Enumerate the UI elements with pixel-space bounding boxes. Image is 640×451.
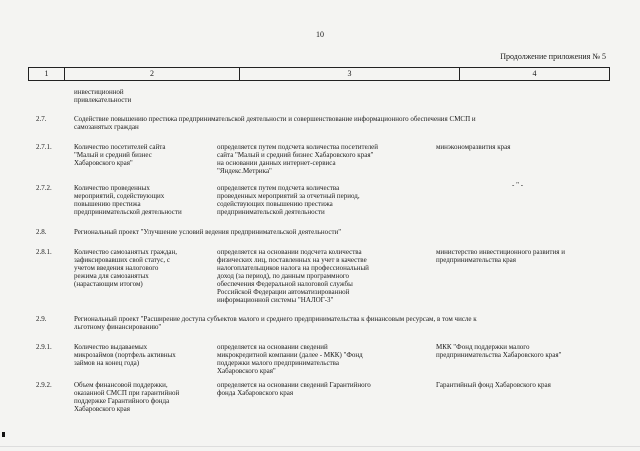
text-line: оказанной СМСП при гарантийной: [74, 389, 180, 397]
responsible-body: [436, 381, 611, 389]
continuation-label: Продолжение приложения № 5: [500, 52, 606, 61]
text-line: налогоплательщиков налога на профессиональный: [217, 264, 369, 272]
section-title: [74, 228, 614, 236]
text-line: Российской Федерации автоматизированной: [217, 288, 350, 296]
calculation-method: [217, 143, 432, 175]
text-line: Количество проведенных: [74, 184, 150, 192]
calculation-method: [217, 184, 432, 216]
top-fragment: [74, 88, 131, 104]
text-line: Хабаровского края: [74, 405, 130, 413]
text-line: на основании данных интернет-сервиса: [217, 159, 336, 167]
text-line: поддержки малого предпринимательства: [217, 359, 339, 367]
scan-edge: [0, 446, 640, 447]
text-line: Содействие повышению престижа предпринимательской деятельности и совершенствование информационного обеспечения СМСП и: [74, 115, 476, 123]
text-line: режима для самозанятых: [74, 272, 149, 280]
text-line: привлекательности: [74, 96, 132, 104]
text-line: учетом введения налогового: [74, 264, 159, 272]
text-line: предпринимательской деятельности: [217, 208, 325, 216]
text-line: сайта "Малый и средний бизнес Хабаровского края": [217, 151, 374, 159]
table-header-row: [28, 67, 610, 81]
text-line: содействующих повышению престижа: [217, 200, 333, 208]
text-line: предпринимательства Хабаровского края": [436, 351, 562, 359]
text-line: физических лиц, поставленных на учет в качестве: [217, 256, 367, 264]
indicator-name: [74, 343, 214, 367]
column-header-4: 4: [532, 69, 537, 78]
row-number: 2.8.1.: [36, 248, 52, 256]
text-line: доход (за период), по данным программного: [217, 272, 350, 280]
indicator-name: [74, 184, 214, 216]
text-line: проведенных мероприятий за отчетный период,: [217, 192, 360, 200]
indicator-name: [74, 248, 214, 288]
text-line: Хабаровского края": [74, 159, 133, 167]
row-number: 2.9.2.: [36, 381, 52, 389]
responsible-body: [436, 343, 611, 359]
row-number: 2.7.: [36, 115, 47, 123]
column-header-2: 2: [65, 68, 240, 80]
text-line: Региональный проект "Улучшение условий ведения предпринимательской деятельности": [74, 228, 342, 236]
text-line: министерство инвестиционного развития и: [436, 248, 565, 256]
text-line: определяется на основании подсчета количества: [217, 248, 362, 256]
text-line: "Яндекс.Метрика": [217, 167, 272, 175]
calculation-method: [217, 381, 432, 397]
text-line: Хабаровского края": [217, 367, 276, 375]
ditto-mark: - " -: [512, 181, 524, 189]
text-line: определяется на основании сведений Гарантийного: [217, 381, 371, 389]
text-line: Гарантийный фонд Хабаровского края: [436, 381, 551, 389]
text-line: микрокредитной компании (далее - МКК) "Фонд: [217, 351, 363, 359]
responsible-body: [436, 248, 611, 264]
column-header-3: 3: [240, 68, 460, 80]
text-line: обеспечения Федеральной налоговой службы: [217, 280, 353, 288]
text-line: предпринимательства края: [436, 256, 516, 264]
calculation-method: [217, 248, 432, 304]
text-line: льготному финансированию": [74, 323, 162, 331]
indicator-name: [74, 381, 214, 413]
indicator-name: [74, 143, 214, 167]
text-line: определяется путем подсчета количества: [217, 184, 340, 192]
text-line: информационной системы "НАЛОГ-3": [217, 296, 334, 304]
text-line: зафиксировавших свой статус, с: [74, 256, 170, 264]
calculation-method: [217, 343, 432, 375]
text-line: Количество самозанятых граждан,: [74, 248, 178, 256]
section-title: [74, 315, 614, 331]
scan-artifact: [2, 432, 5, 437]
text-line: повышению престижа: [74, 200, 141, 208]
row-number: 2.7.1.: [36, 143, 52, 151]
text-line: микрозаймов (портфель активных: [74, 351, 176, 359]
text-line: Объем финансовой поддержки,: [74, 381, 168, 389]
text-line: поддержке Гарантийного фонда: [74, 397, 170, 405]
text-line: "Малый и средний бизнес: [74, 151, 152, 159]
section-title: [74, 115, 614, 131]
text-line: мероприятий, содействующих: [74, 192, 165, 200]
text-line: займов на конец года): [74, 359, 140, 367]
row-number: 2.9.1.: [36, 343, 52, 351]
text-line: самозанятых граждан: [74, 123, 139, 131]
row-number: 2.8.: [36, 228, 47, 236]
responsible-body: [436, 143, 606, 151]
page-number: 10: [316, 30, 324, 39]
row-number: 2.7.2.: [36, 184, 52, 192]
text-line: предпринимательской деятельности: [74, 208, 182, 216]
text-line: определяется на основании сведений: [217, 343, 328, 351]
text-line: Количество выдаваемых: [74, 343, 148, 351]
text-line: Количество посетителей сайта: [74, 143, 166, 151]
text-line: инвестиционной: [74, 88, 124, 96]
text-line: МКК "Фонд поддержки малого: [436, 343, 530, 351]
text-line: Региональный проект "Расширение доступа субъектов малого и среднего предпринимательства к финансовым ресурсам, в том числе к: [74, 315, 477, 323]
column-header-1: 1: [29, 68, 65, 80]
text-line: определяется путем подсчета количества посетителей: [217, 143, 379, 151]
text-line: (нарастающим итогом): [74, 280, 143, 288]
row-number: 2.9.: [36, 315, 47, 323]
text-line: минэкономразвития края: [436, 143, 511, 151]
text-line: фонда Хабаровского края: [217, 389, 294, 397]
